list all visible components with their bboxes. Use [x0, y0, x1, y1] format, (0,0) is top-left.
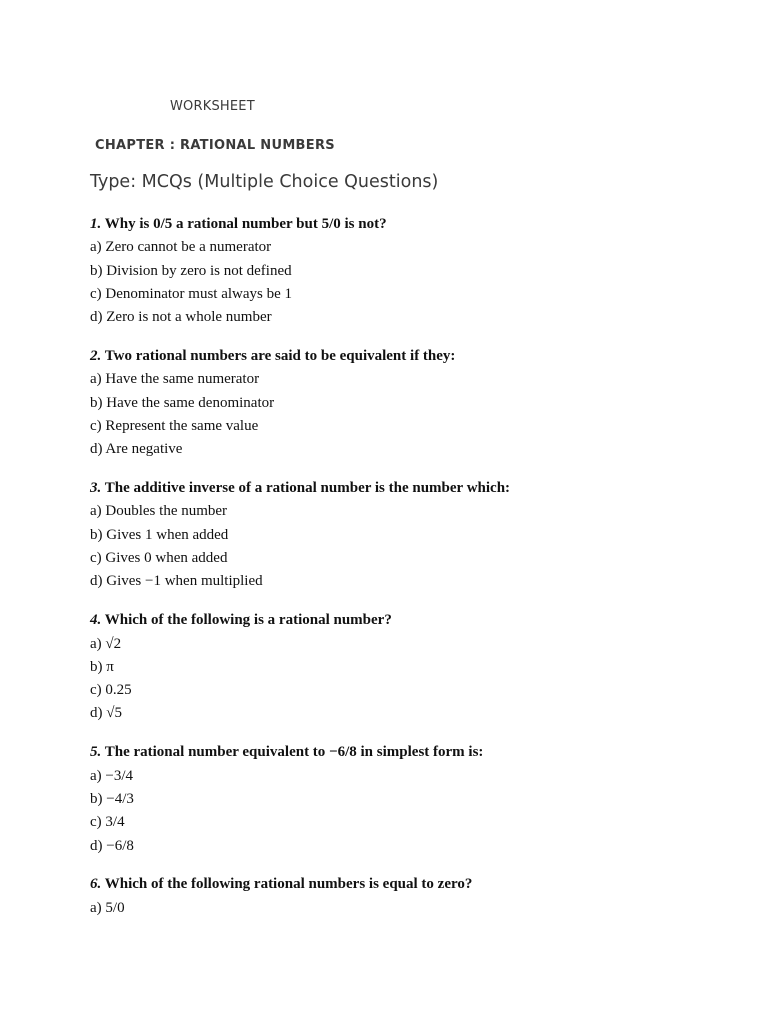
type-heading: Type: MCQs (Multiple Choice Questions): [90, 172, 439, 192]
question-number: 2.: [90, 348, 102, 365]
answer-option: a) Have the same numerator: [90, 371, 260, 388]
answer-option: c) Represent the same value: [90, 417, 259, 434]
question-text: [90, 741, 730, 764]
answer-option: d) √5: [90, 705, 122, 722]
answer-option: a) Doubles the number: [90, 503, 228, 520]
answer-option: b) −4/3: [90, 790, 134, 807]
question-prompt: Two rational numbers are said to be equivalent if they:: [104, 348, 456, 365]
question-number: 4.: [90, 612, 102, 629]
answer-option: b) Have the same denominator: [90, 394, 275, 411]
answer-option: a) 5/0: [90, 899, 125, 916]
question-prompt: The rational number equivalent to −6/8 in simplest form is:: [104, 744, 484, 761]
question-text: [90, 477, 730, 500]
answer-option: d) Gives −1 when multiplied: [90, 573, 263, 590]
answer-option: c) 0.25: [90, 682, 132, 699]
question-number: 1.: [90, 216, 102, 232]
question-text: [90, 213, 730, 236]
answer-option: b) Division by zero is not defined: [90, 262, 292, 279]
answer-option: d) Zero is not a whole number: [90, 309, 272, 326]
answer-option: d) Are negative: [90, 441, 183, 458]
chapter-title: CHAPTER : RATIONAL NUMBERS: [95, 138, 335, 153]
answer-option: a) √2: [90, 635, 122, 652]
answer-option: c) Denominator must always be 1: [90, 285, 293, 302]
question-2: [90, 345, 730, 461]
question-prompt: The additive inverse of a rational number is the number which:: [104, 480, 511, 497]
question-prompt: Which of the following rational numbers is equal to zero?: [104, 876, 473, 893]
worksheet-label: WORKSHEET: [170, 99, 255, 114]
question-1: [90, 213, 730, 329]
answer-option: a) −3/4: [90, 767, 134, 784]
question-number: 5.: [90, 744, 102, 761]
answer-option: c) Gives 0 when added: [90, 550, 228, 567]
question-5: [90, 741, 730, 857]
question-3: [90, 477, 730, 593]
answer-option: b) π: [90, 658, 114, 675]
answer-option: b) Gives 1 when added: [90, 526, 229, 543]
question-list: [90, 213, 730, 936]
question-4: [90, 609, 730, 725]
question-text: [90, 609, 730, 632]
question-prompt: Why is 0/5 a rational number but 5/0 is not?: [104, 216, 387, 232]
question-prompt: Which of the following is a rational number?: [104, 612, 392, 629]
question-number: 6.: [90, 876, 102, 893]
answer-option: c) 3/4: [90, 814, 125, 831]
question-6: [90, 873, 730, 920]
answer-option: a) Zero cannot be a numerator: [90, 239, 272, 256]
question-text: [90, 345, 730, 368]
question-number: 3.: [90, 480, 102, 497]
answer-option: d) −6/8: [90, 837, 134, 854]
question-text: [90, 873, 730, 896]
